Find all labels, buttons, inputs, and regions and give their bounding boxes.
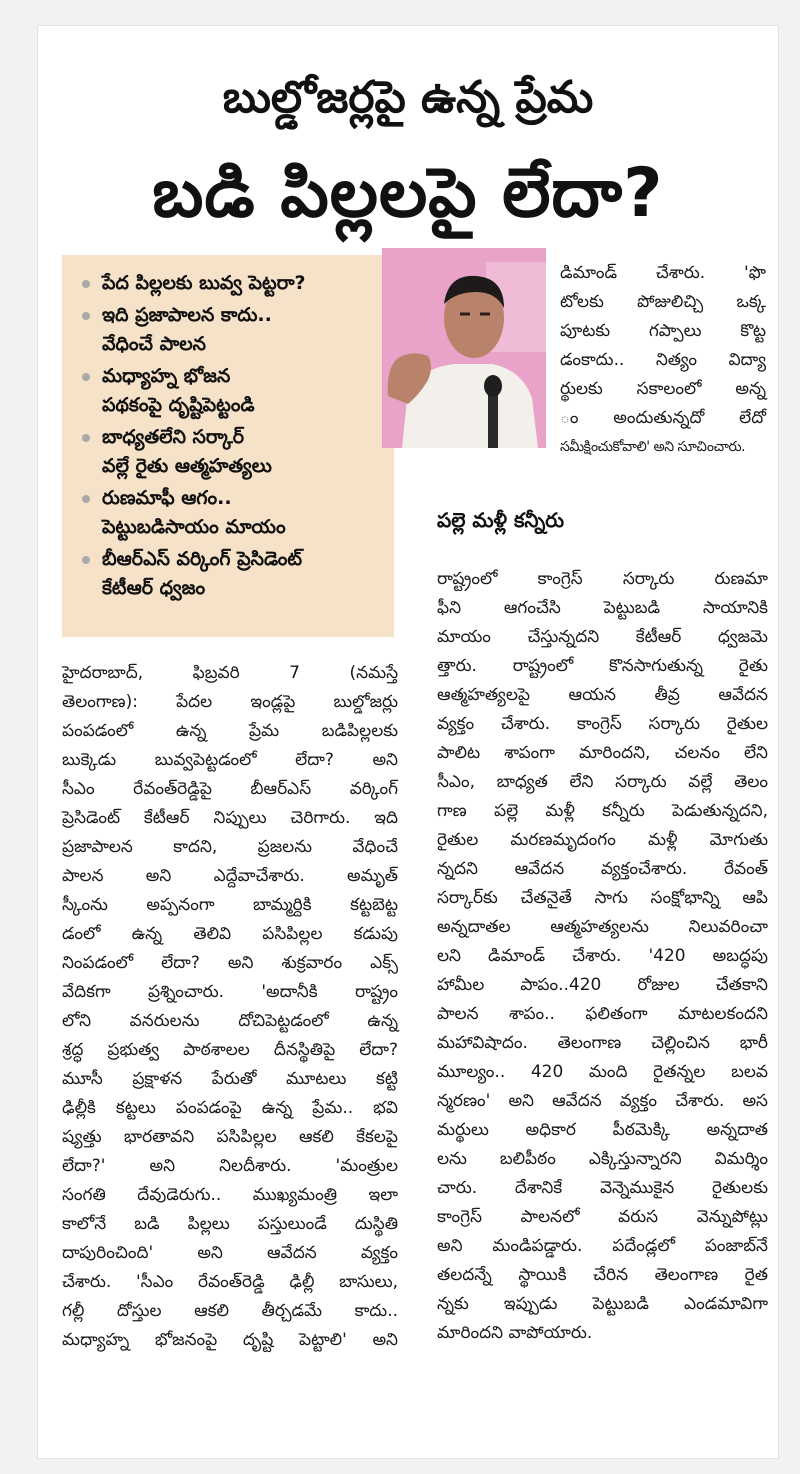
text-line: సీఎం రేవంత్‌రెడ్డిపై బీఆర్‌ఎస్ వర్కింగ్ bbox=[62, 779, 398, 799]
text-line: ర్థులకు సకాలంలో అన్న bbox=[560, 379, 766, 399]
text-line: డంకాదు.. నిత్యం విద్యా bbox=[560, 350, 766, 370]
text-line: న్నకు ఇప్పుడు పెట్టుబడి ఎండమావిగా bbox=[437, 1294, 768, 1314]
text-line: మూసీ ప్రక్షాళన పేరుతో మూటలు కట్టి bbox=[62, 1069, 398, 1089]
text-line: మధ్యాహ్న భోజనంపై దృష్టి పెట్టాలి' అని bbox=[62, 1330, 398, 1350]
text-line: కాంగ్రెస్ పాలనలో వరుస వెన్నుపోట్లు bbox=[437, 1207, 768, 1227]
text-line: న్మరణం' అని ఆవేదన వ్యక్తం చేశారు. అస bbox=[437, 1091, 768, 1111]
text-line: దాపురించింది' అని ఆవేదన వ్యక్తం bbox=[62, 1243, 398, 1263]
text-line: లను బలిపీఠం ఎక్కిస్తున్నారని విమర్శిం bbox=[437, 1149, 768, 1169]
text-line: మూల్యం.. 420 మంది రైతన్నల బలవ bbox=[437, 1062, 768, 1082]
bullet-icon bbox=[82, 434, 90, 442]
text-line: పంపడంలో ఉన్న ప్రేమ బడిపిల్లలకు bbox=[62, 721, 398, 741]
text-line: ఫీని ఆగంచేసి పెట్టుబడి సాయానికి bbox=[437, 598, 768, 618]
text-line: గల్లీ దోస్తుల ఆకలి తీర్చడమే కాదు.. bbox=[62, 1301, 398, 1321]
text-line: అని మండిపడ్డారు. పదేండ్లలో పంజాబ్‌నే bbox=[437, 1236, 768, 1256]
text-line: న్నదని ఆవేదన వ్యక్తంచేశారు. రేవంత్ bbox=[437, 859, 768, 879]
text-line: సర్కార్‌కు చేతనైతే సాగు సంక్షోభాన్ని ఆపి bbox=[437, 888, 768, 908]
text-line: డిమాండ్ చేశారు. 'ఫొ bbox=[560, 263, 766, 283]
text-line: మారిందని వాపోయారు. bbox=[437, 1323, 593, 1343]
text-line: ష్యత్తు భారతావని పసిపిల్లల ఆకలి కేకలపై bbox=[62, 1127, 398, 1147]
text-line: లేదా?' అని నిలదీశారు. 'మంత్రుల bbox=[62, 1156, 398, 1176]
highlight-item bbox=[80, 362, 384, 420]
subheading: పల్లె మళ్లీ కన్నీరు bbox=[437, 508, 565, 532]
text-line: మర్థులు అధికార పీఠమెక్కి అన్నదాత bbox=[437, 1120, 768, 1140]
highlight-line: బీఆర్‌ఎస్ వర్కింగ్ ప్రెసిడెంట్ bbox=[102, 548, 303, 570]
highlights-box bbox=[62, 255, 394, 637]
highlight-line: కేటీఆర్ ధ్వజం bbox=[102, 577, 206, 599]
highlight-item bbox=[80, 301, 384, 359]
text-line: నింపడంలో లేదా? అని శుక్రవారం ఎక్స్ bbox=[62, 953, 398, 973]
text-line: తెలంగాణ): పేదల ఇండ్లపై బుల్డోజర్లు bbox=[62, 692, 398, 712]
highlight-line: మధ్యాహ్న భోజన bbox=[102, 365, 231, 387]
text-line: మాయం చేస్తున్నదని కేటీఆర్ ధ్వజమె bbox=[437, 627, 768, 647]
right-column-body bbox=[437, 565, 768, 1348]
text-line: డంలో ఉన్న తెలివి పసిపిల్లల కడుపు bbox=[62, 924, 398, 944]
text-line: త్తారు. రాష్ట్రంలో కొనసాగుతున్న రైతు bbox=[437, 656, 768, 676]
person-speaking-photo-icon bbox=[382, 248, 546, 448]
text-line: పాలిట శాపంగా మారిందని, చలనం లేని bbox=[437, 743, 768, 763]
bullet-icon bbox=[82, 495, 90, 503]
top-right-text bbox=[560, 259, 766, 462]
highlight-item bbox=[80, 269, 384, 298]
text-line: చారు. దేశానికే వెన్నెముకైన రైతులకు bbox=[437, 1178, 768, 1198]
text-line: సీఎం, బాధ్యత లేని సర్కారు వల్లే తెలం bbox=[437, 772, 768, 792]
headline-line-1: బుల్డోజర్లపై ఉన్న ప్రేమ bbox=[222, 72, 594, 123]
newspaper-clipping bbox=[38, 26, 778, 1458]
highlight-line: వేధించే పాలన bbox=[102, 333, 207, 355]
text-line: పాలన శాపం.. ఫలితంగా మాటలకందని bbox=[437, 1004, 768, 1024]
highlight-item bbox=[80, 484, 384, 542]
text-line: లోని వనరులను దోచిపెట్టడంలో ఉన్న bbox=[62, 1011, 398, 1031]
text-line: కాలోనే బడి పిల్లలు పస్తులుండే దుస్థితి bbox=[62, 1214, 398, 1234]
text-line: సంగతి దేవుడెరుగు.. ముఖ్యమంత్రి ఇలా bbox=[62, 1185, 398, 1205]
text-line: టోలకు పోజులిచ్చి ఒక్క bbox=[560, 292, 766, 312]
text-line: సమీక్షించుకోవాలి' అని సూచించారు. bbox=[560, 439, 746, 455]
text-line: ప్రెసిడెంట్ కేటీఆర్ నిప్పులు చెరిగారు. ఇది bbox=[62, 808, 398, 828]
bullet-icon bbox=[82, 373, 90, 381]
bullet-icon bbox=[82, 312, 90, 320]
text-line: హామీల పాపం..420 రోజుల చేతకాని bbox=[437, 975, 768, 995]
ktr-photo bbox=[382, 248, 546, 448]
headline-line-2: బడి పిల్లలపై లేదా? bbox=[152, 154, 664, 233]
text-line: పాలన అని ఎద్దేవాచేశారు. అమృత్ bbox=[62, 866, 398, 886]
text-line: మహావిషాదం. తెలంగాణ చెల్లించిన భారీ bbox=[437, 1033, 768, 1053]
highlight-item bbox=[80, 423, 384, 481]
bullet-icon bbox=[82, 280, 90, 288]
highlight-line: రుణమాఫీ ఆగం.. bbox=[102, 487, 232, 509]
text-line: ప్రజాపాలన కాదని, ప్రజలను వేధించే bbox=[62, 837, 398, 857]
text-line: వ్యక్తం చేశారు. కాంగ్రెస్ సర్కారు రైతుల bbox=[437, 714, 768, 734]
highlight-line: బాధ్యతలేని సర్కార్ bbox=[102, 426, 245, 448]
highlight-line: ఇది ప్రజాపాలన కాదు.. bbox=[102, 304, 272, 326]
text-line: ఢిల్లీకి కట్టలు పంపడంపై ఉన్న ప్రేమ.. భవి bbox=[62, 1098, 398, 1118]
text-line: లని డిమాండ్ చేశారు. '420 అబద్ధపు bbox=[437, 946, 768, 966]
text-line: హైదరాబాద్, ఫిబ్రవరి 7 (నమస్తే bbox=[62, 663, 398, 683]
text-line: శ్రద్ధ ప్రభుత్వ పాఠశాలల దీనస్థితిపై లేదా? bbox=[62, 1040, 398, 1060]
text-line: అన్నదాతల ఆత్మహత్యలను నిలువరించా bbox=[437, 917, 768, 937]
text-line: గాణ పల్లె మళ్లీ కన్నీరు పెడుతున్నదని, bbox=[437, 801, 768, 821]
text-line: వేదికగా ప్రశ్నించారు. 'అదానీకి రాష్ట్రం bbox=[62, 982, 398, 1002]
highlight-line: పెట్టుబడిసాయం మాయం bbox=[102, 516, 286, 538]
highlights-list bbox=[80, 269, 384, 603]
highlight-line: వల్లే రైతు ఆత్మహత్యలు bbox=[102, 455, 272, 477]
left-column-body bbox=[62, 659, 398, 1355]
text-line: తలదన్నే స్థాయికి చేరిన తెలంగాణ రైత bbox=[437, 1265, 768, 1285]
text-line: రైతుల మరణమృదంగం మళ్లీ మోగుతు bbox=[437, 830, 768, 850]
text-line: స్కీంను అప్పనంగా బామ్మర్దికి కట్టబెట్ట bbox=[62, 895, 398, 915]
text-line: రాష్ట్రంలో కాంగ్రెస్ సర్కారు రుణమా bbox=[437, 569, 768, 589]
bullet-icon bbox=[82, 556, 90, 564]
highlight-item bbox=[80, 545, 384, 603]
text-line: బుక్కెడు బువ్వపెట్టడంలో లేదా? అని bbox=[62, 750, 398, 770]
text-line: ం అందుతున్నదో లేదో bbox=[560, 408, 766, 428]
highlight-line: పథకంపై దృష్టిపెట్టండి bbox=[102, 394, 255, 416]
highlight-line: పేద పిల్లలకు బువ్వ పెట్టరా? bbox=[102, 272, 306, 294]
text-line: పూటకు గప్పాలు కొట్ట bbox=[560, 321, 766, 341]
text-line: ఆత్మహత్యలపై ఆయన తీవ్ర ఆవేదన bbox=[437, 685, 768, 705]
text-line: చేశారు. 'సీఎం రేవంత్‌రెడ్డి ఢిల్లీ బాసులు, bbox=[62, 1272, 398, 1292]
